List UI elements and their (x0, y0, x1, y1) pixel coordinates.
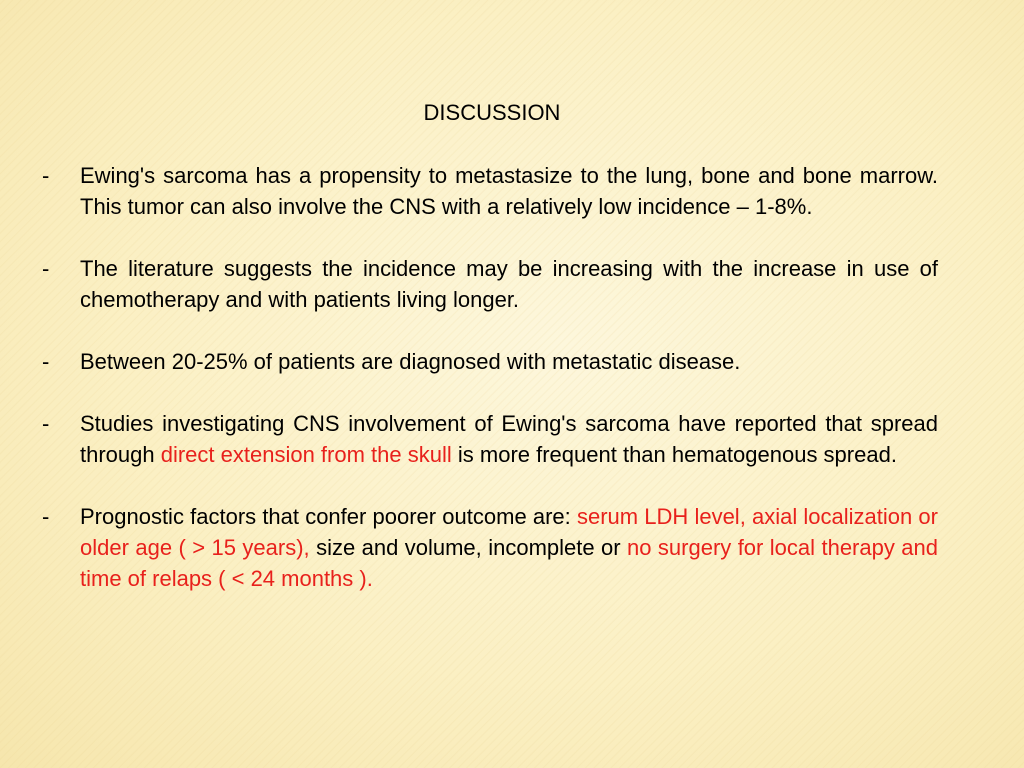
bullet-item (42, 346, 938, 377)
bullet-list (42, 160, 938, 625)
bullet-marker: - (42, 504, 50, 529)
bullet-text: Between 20-25% of patients are diagnosed with metastatic disease. (80, 349, 741, 374)
bullet-marker: - (42, 256, 50, 281)
bullet-highlight: no surgery for local therapy and time of relaps ( < 24 months ). (80, 535, 938, 591)
bullet-text: Prognostic factors that confer poorer outcome are: (80, 504, 577, 529)
bullet-item (42, 160, 938, 222)
bullet-item (42, 253, 938, 315)
bullet-marker: - (42, 349, 50, 374)
bullet-highlight: serum LDH level, axial localization or older age ( > 15 years), (80, 504, 938, 560)
bullet-text: size and volume, incomplete or (309, 535, 628, 560)
bullet-item (42, 408, 938, 470)
slide-title: DISCUSSION (423, 100, 561, 125)
bullet-text: The literature suggests the incidence may be increasing with the increase in use of chemotherapy and with patients living longer. (80, 256, 938, 312)
bullet-text: Studies investigating CNS involvement of Ewing's sarcoma have reported that spread through (80, 411, 938, 467)
bullet-highlight: direct extension from the skull (160, 442, 452, 467)
bullet-text: Ewing's sarcoma has a propensity to metastasize to the lung, bone and bone marrow. This tumor can also involve the CNS with a relatively low incidence – 1-8%. (80, 163, 938, 219)
bullet-marker: - (42, 163, 50, 188)
bullet-item (42, 501, 938, 594)
bullet-marker: - (42, 411, 50, 436)
bullet-text: is more frequent than hematogenous spread. (451, 442, 897, 467)
